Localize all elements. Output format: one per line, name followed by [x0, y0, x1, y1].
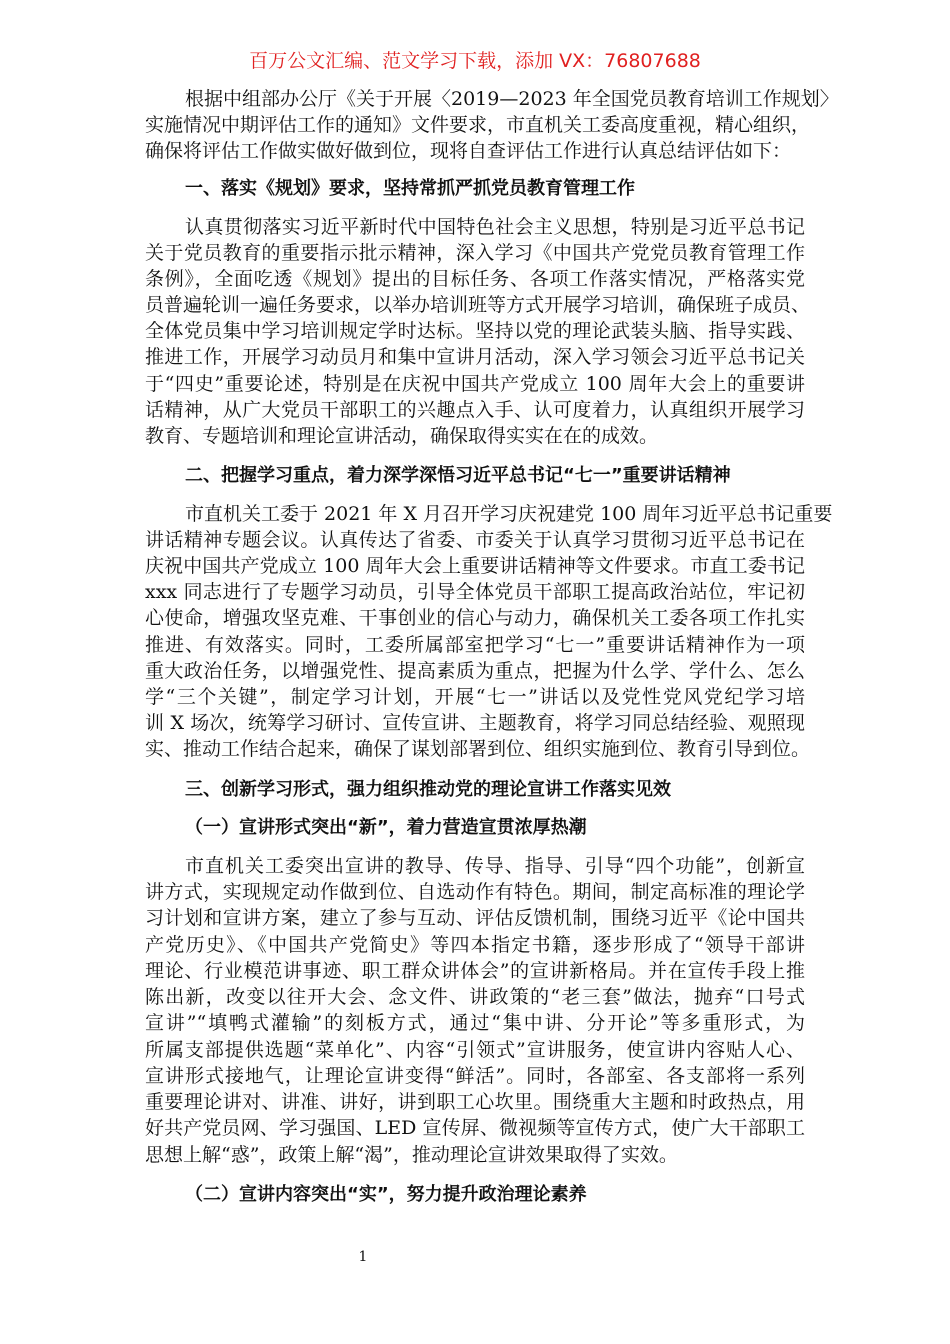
section-heading: 一、落实《规划》要求，坚持常抓严抓党员教育管理工作 [185, 178, 635, 199]
paragraph-line: 好共产党员网、学习强国、LED 宣传屏、微视频等宣传方式，使广大干部职工 [145, 1117, 805, 1139]
paragraph-line: 确保将评估工作做实做好做到位，现将自查评估工作进行认真总结评估如下： [145, 140, 792, 162]
paragraph-line: 心使命，增强攻坚克难、干事创业的信心与动力，确保机关工委各项工作扎实 [145, 607, 805, 629]
paragraph-line: 陈出新，改变以往开大会、念文件、讲政策的“老三套”做法，抛弃“口号式 [145, 986, 805, 1008]
paragraph-line: 思想上解“惑”，政策上解“渴”，推动理论宣讲效果取得了实效。 [145, 1144, 678, 1166]
paragraph-line: 习计划和宣讲方案，建立了参与互动、评估反馈机制，围绕习近平《论中国共 [145, 907, 805, 929]
paragraph-line: 讲话精神专题会议。认真传达了省委、市委关于认真学习贯彻习近平总书记在 [145, 529, 805, 551]
paragraph-line: 推进工作，开展学习动员月和集中宣讲月活动，深入学习领会习近平总书记关 [145, 346, 805, 368]
paragraph-line: 全体党员集中学习培训规定学时达标。坚持以党的理论武装头脑、指导实践、 [145, 320, 805, 342]
paragraph-line: 实施情况中期评估工作的通知》文件要求，市直机关工委高度重视，精心组织， [145, 114, 811, 136]
page-number: 1 [358, 1249, 368, 1265]
paragraph-line: 宣讲”“填鸭式灌输”的刻板方式，通过“集中讲、分开论”等多重形式，为 [145, 1012, 805, 1034]
paragraph-line: 讲方式，实现规定动作做到位、自选动作有特色。期间，制定高标准的理论学 [145, 881, 805, 903]
paragraph-line: 重大政治任务，以增强党性、提高素质为重点，把握为什么学、学什么、怎么 [145, 660, 805, 682]
paragraph-line: 理论、行业模范讲事迹、职工群众讲体会”的宣讲新格局。并在宣传手段上推 [145, 960, 805, 982]
paragraph-line: 宣讲形式接地气，让理论宣讲变得“鲜活”。同时，各部室、各支部将一系列 [145, 1065, 805, 1087]
paragraph-line: 认真贯彻落实习近平新时代中国特色社会主义思想，特别是习近平总书记 [185, 216, 805, 238]
subsection-heading: （二）宣讲内容突出“实”，努力提升政治理论素养 [185, 1184, 587, 1205]
paragraph-line: xxx 同志进行了专题学习动员，引导全体党员干部职工提高政治站位，牢记初 [145, 581, 805, 603]
paragraph-line: 学“三个关键”，制定学习计划，开展“七一”讲话以及党性党风党纪学习培 [145, 686, 805, 708]
paragraph-line: 实、推动工作结合起来，确保了谋划部署到位、组织实施到位、教育引导到位。 [145, 738, 811, 760]
paragraph-line: 所属支部提供选题“菜单化”、内容“引领式”宣讲服务，使宣讲内容贴人心、 [145, 1039, 805, 1061]
paragraph-line: 市直机关工委于 2021 年 X 月召开学习庆祝建党 100 周年习近平总书记重要 [185, 503, 833, 525]
paragraph-line: 推进、有效落实。同时，工委所属部室把学习“七一”重要讲话精神作为一项 [145, 634, 805, 656]
paragraph-line: 条例》，全面吃透《规划》提出的目标任务、各项工作落实情况，严格落实党 [145, 268, 805, 290]
watermark-banner: 百万公文汇编、范文学习下载，添加 VX：76807688 [249, 50, 701, 72]
subsection-heading: （一）宣讲形式突出“新”，着力营造宣贯浓厚热潮 [185, 817, 587, 838]
section-heading: 三、创新学习形式，强力组织推动党的理论宣讲工作落实见效 [185, 779, 671, 800]
paragraph-line: 产党历史》、《中国共产党简史》等四本指定书籍，逐步形成了“领导干部讲 [145, 934, 805, 956]
paragraph-line: 员普遍轮训一遍任务要求，以举办培训班等方式开展学习培训，确保班子成员、 [145, 294, 811, 316]
section-heading: 二、把握学习重点，着力深学深悟习近平总书记“七一”重要讲话精神 [185, 465, 731, 486]
paragraph-line: 重要理论讲对、讲准、讲好，讲到职工心坎里。围绕重大主题和时政热点，用 [145, 1091, 805, 1113]
paragraph-line: 训 X 场次，统筹学习研讨、宣传宣讲、主题教育，将学习同总结经验、观照现 [145, 712, 805, 734]
paragraph-line: 教育、专题培训和理论宣讲活动，确保取得实实在在的成效。 [145, 425, 659, 447]
paragraph-line: 市直机关工委突出宣讲的教导、传导、指导、引导“四个功能”，创新宣 [185, 855, 805, 877]
paragraph-line: 关于党员教育的重要指示批示精神，深入学习《中国共产党党员教育管理工作 [145, 242, 805, 264]
paragraph-line: 于“四史”重要论述，特别是在庆祝中国共产党成立 100 周年大会上的重要讲 [145, 373, 805, 395]
paragraph-line: 根据中组部办公厅《关于开展〈2019—2023 年全国党员教育培训工作规划〉 [185, 88, 839, 110]
paragraph-line: 庆祝中国共产党成立 100 周年大会上重要讲话精神等文件要求。市直工委书记 [145, 555, 805, 577]
paragraph-line: 话精神，从广大党员干部职工的兴趣点入手、认可度着力，认真组织开展学习 [145, 399, 805, 421]
